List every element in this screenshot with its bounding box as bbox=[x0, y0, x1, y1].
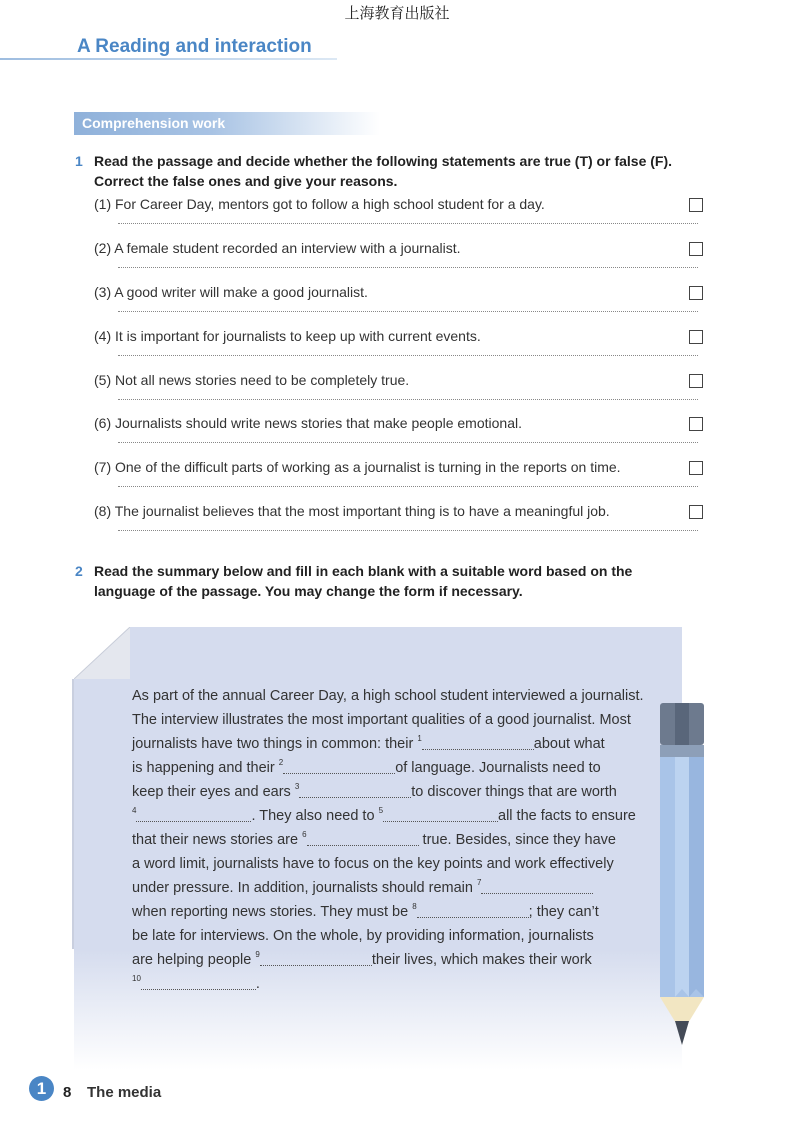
blank-number: 4 bbox=[132, 806, 137, 815]
answer-line[interactable] bbox=[118, 442, 698, 443]
summary-text: keep their eyes and ears bbox=[132, 784, 295, 800]
question-1-number: 1 bbox=[75, 153, 83, 169]
summary-text: . bbox=[255, 976, 260, 992]
summary-line bbox=[132, 780, 652, 804]
blank-number: 10 bbox=[132, 974, 141, 983]
blank-number: 3 bbox=[294, 782, 300, 791]
summary-text: are helping people bbox=[132, 952, 256, 968]
blank-1-input[interactable] bbox=[422, 736, 534, 750]
blank-9-input[interactable] bbox=[260, 952, 372, 966]
summary-line: As part of the annual Career Day, a high school student interviewed a journalist. bbox=[132, 688, 644, 704]
tf-checkbox[interactable] bbox=[689, 374, 703, 388]
blank-4-input[interactable] bbox=[136, 808, 251, 822]
summary-text: is happening and their bbox=[132, 760, 279, 776]
tf-checkbox[interactable] bbox=[689, 461, 703, 475]
statement-5 bbox=[94, 372, 704, 416]
statement-text: (7) One of the difficult parts of working as a journalist is turning in the reports on time. bbox=[94, 459, 621, 475]
question-2-instruction bbox=[94, 561, 694, 601]
summary-line bbox=[132, 972, 652, 996]
blank-2-input[interactable] bbox=[283, 760, 395, 774]
question-2-number: 2 bbox=[75, 563, 83, 579]
summary-text: ; they can’t bbox=[528, 904, 599, 920]
blank-8-input[interactable] bbox=[417, 904, 529, 918]
summary-text: when reporting news stories. They must be bbox=[132, 904, 413, 920]
answer-line[interactable] bbox=[118, 267, 698, 268]
statement-7 bbox=[94, 459, 704, 503]
statement-3 bbox=[94, 284, 704, 328]
tf-checkbox[interactable] bbox=[689, 417, 703, 431]
statement-text: (4) It is important for journalists to keep up with current events. bbox=[94, 328, 481, 344]
tf-checkbox[interactable] bbox=[689, 242, 703, 256]
banner-label: Comprehension work bbox=[82, 115, 226, 131]
statement-4 bbox=[94, 328, 704, 372]
summary-text: . They also need to bbox=[251, 808, 379, 824]
summary-line bbox=[132, 756, 652, 780]
summary-passage bbox=[132, 684, 652, 996]
summary-text: that their news stories are bbox=[132, 832, 303, 848]
summary-text: to discover things that are worth bbox=[411, 784, 617, 800]
statement-text: (5) Not all news stories need to be completely true. bbox=[94, 372, 410, 388]
summary-line: be late for interviews. On the whole, by providing information, journalists bbox=[132, 928, 594, 944]
summary-text: true. Besides, since they have bbox=[418, 832, 616, 848]
summary-line: a word limit, journalists have to focus on the key points and work effectively bbox=[132, 856, 614, 872]
question-1-instruction-line2: Correct the false ones and give your reasons. bbox=[94, 173, 398, 189]
statement-2 bbox=[94, 240, 704, 284]
summary-line bbox=[132, 900, 652, 924]
statement-text: (2) A female student recorded an interview with a journalist. bbox=[94, 240, 461, 256]
question-2-instruction-line1: Read the summary below and fill in each blank with a suitable word based on the bbox=[94, 563, 633, 579]
blank-number: 5 bbox=[378, 806, 384, 815]
summary-text: under pressure. In addition, journalists should remain bbox=[132, 880, 477, 896]
summary-text: of language. Journalists need to bbox=[395, 760, 601, 776]
question-2-instruction-line2: language of the passage. You may change the form if necessary. bbox=[94, 583, 523, 599]
section-rule bbox=[0, 58, 337, 60]
blank-number: 9 bbox=[255, 950, 260, 959]
summary-text: their lives, which makes their work bbox=[371, 952, 592, 968]
tf-checkbox[interactable] bbox=[689, 505, 703, 519]
statement-text: (6) Journalists should write news stories that make people emotional. bbox=[94, 415, 522, 431]
answer-line[interactable] bbox=[118, 399, 698, 400]
summary-text: all the facts to ensure bbox=[498, 808, 636, 824]
page-curl-corner bbox=[74, 627, 130, 679]
tf-checkbox[interactable] bbox=[689, 286, 703, 300]
question-1-instruction-line1: Read the passage and decide whether the following statements are true (T) or false (F). bbox=[94, 153, 673, 169]
blank-7-input[interactable] bbox=[481, 880, 593, 894]
page-number: 8 bbox=[63, 1084, 72, 1101]
blank-number: 8 bbox=[412, 902, 417, 911]
statement-text: (3) A good writer will make a good journalist. bbox=[94, 284, 368, 300]
blank-5-input[interactable] bbox=[383, 808, 498, 822]
summary-line: The interview illustrates the most important qualities of a good journalist. Most bbox=[132, 712, 631, 728]
unit-title: The media bbox=[87, 1084, 162, 1101]
summary-line bbox=[132, 732, 652, 756]
statement-6 bbox=[94, 415, 704, 459]
statement-8 bbox=[94, 503, 704, 547]
statement-text: (8) The journalist believes that the most important thing is to have a meaningful job. bbox=[94, 503, 610, 519]
unit-number-badge: 1 bbox=[29, 1076, 54, 1101]
answer-line[interactable] bbox=[118, 486, 698, 487]
blank-10-input[interactable] bbox=[141, 976, 256, 990]
summary-line bbox=[132, 876, 652, 900]
comprehension-banner bbox=[74, 112, 380, 135]
blank-number: 6 bbox=[302, 830, 307, 839]
tf-checkbox[interactable] bbox=[689, 330, 703, 344]
answer-line[interactable] bbox=[118, 355, 698, 356]
answer-line[interactable] bbox=[118, 311, 698, 312]
publisher-header: 上海教育出版社 bbox=[344, 4, 450, 22]
answer-line[interactable] bbox=[118, 530, 698, 531]
statement-text: (1) For Career Day, mentors got to follow a high school student for a day. bbox=[94, 196, 545, 212]
blank-number: 7 bbox=[476, 878, 482, 887]
summary-line bbox=[132, 948, 652, 972]
summary-line bbox=[132, 828, 652, 852]
blank-3-input[interactable] bbox=[299, 784, 411, 798]
blank-number: 2 bbox=[278, 758, 284, 767]
question-1-instruction bbox=[94, 151, 694, 191]
statement-1 bbox=[94, 196, 704, 240]
answer-line[interactable] bbox=[118, 223, 698, 224]
blank-6-input[interactable] bbox=[307, 832, 419, 846]
pencil-illustration bbox=[660, 703, 706, 1048]
tf-checkbox[interactable] bbox=[689, 198, 703, 212]
summary-line bbox=[132, 804, 652, 828]
summary-text: about what bbox=[533, 736, 605, 752]
summary-text: journalists have two things in common: their bbox=[132, 736, 418, 752]
summary-card-edge bbox=[72, 679, 74, 949]
blank-number: 1 bbox=[417, 734, 422, 743]
section-title: A Reading and interaction bbox=[77, 36, 312, 57]
